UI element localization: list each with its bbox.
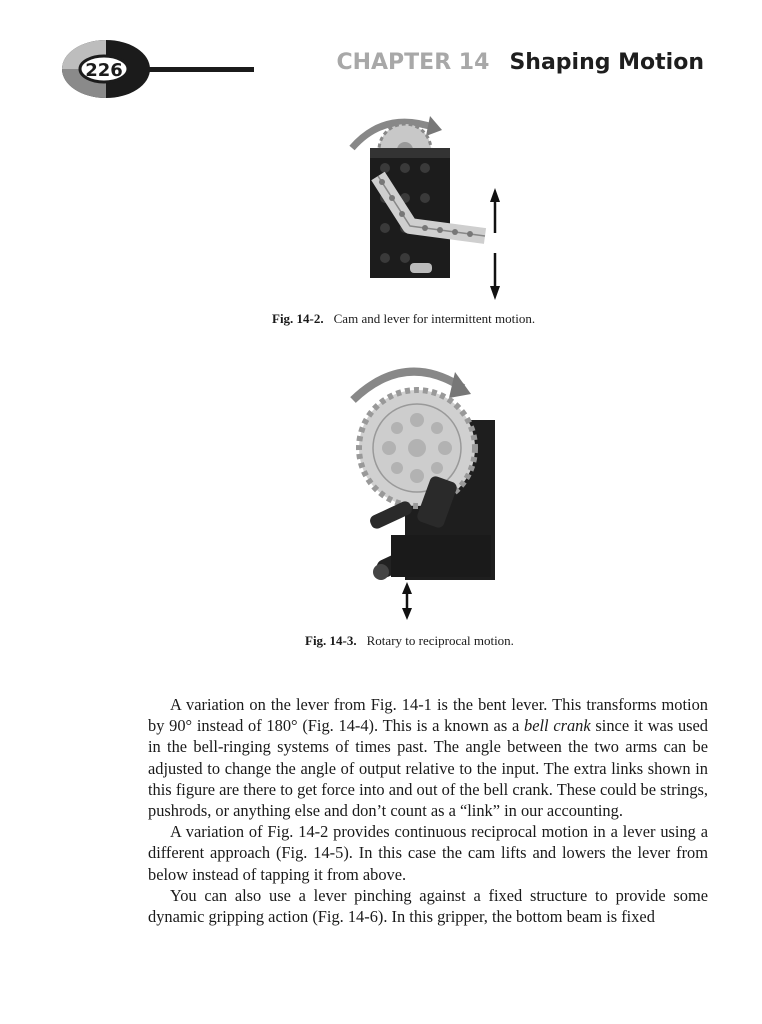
paragraph: You can also use a lever pinching against a fixed structure to provide some dynamic gripping action (Fig. 14-6). In this gripper, the bottom beam is fixed: [148, 885, 708, 927]
figure-caption-14-2: [272, 311, 535, 327]
page-number: 226: [85, 60, 123, 81]
paragraph-text: A variation on the lever from Fig. 14-1 is the bent lever. This transforms motion by 90° instead of 180° (Fig. 14-4). This is a known as a: [148, 695, 708, 736]
figure-caption-text: Cam and lever for intermittent motion.: [333, 311, 536, 326]
paragraph: [148, 694, 708, 821]
figure-cam-and-lever: [340, 108, 520, 308]
figure-caption-14-3: [305, 633, 514, 649]
chapter-header: [336, 50, 704, 75]
paragraph: A variation of Fig. 14-2 provides continuous reciprocal motion in a lever using a different approach (Fig. 14-5). In this case the cam lifts and lowers the lever from below instead of tapping it from above.: [148, 822, 708, 884]
chapter-label: CHAPTER 14: [336, 50, 490, 75]
figure-caption-text: Rotary to reciprocal motion.: [366, 633, 514, 648]
page-number-badge: [58, 38, 258, 100]
figure-label: Fig. 14-2.: [272, 311, 324, 326]
paragraph-text: since it was used in the bell-ringing systems of times past. The angle between the two arms can be adjusted to change the angle of output relative to the input. The extra links shown in this figure are there to get force into and out of the bell crank. These could be strings, pushrods, or anything else and don’t count as a “link” in our accounting.: [148, 716, 708, 821]
chapter-title: Shaping Motion: [509, 50, 704, 75]
body-text: [148, 694, 708, 927]
figure-rotary-to-reciprocal: [345, 360, 505, 627]
figure-label: Fig. 14-3.: [305, 633, 357, 648]
emphasized-term: bell crank: [524, 716, 591, 736]
